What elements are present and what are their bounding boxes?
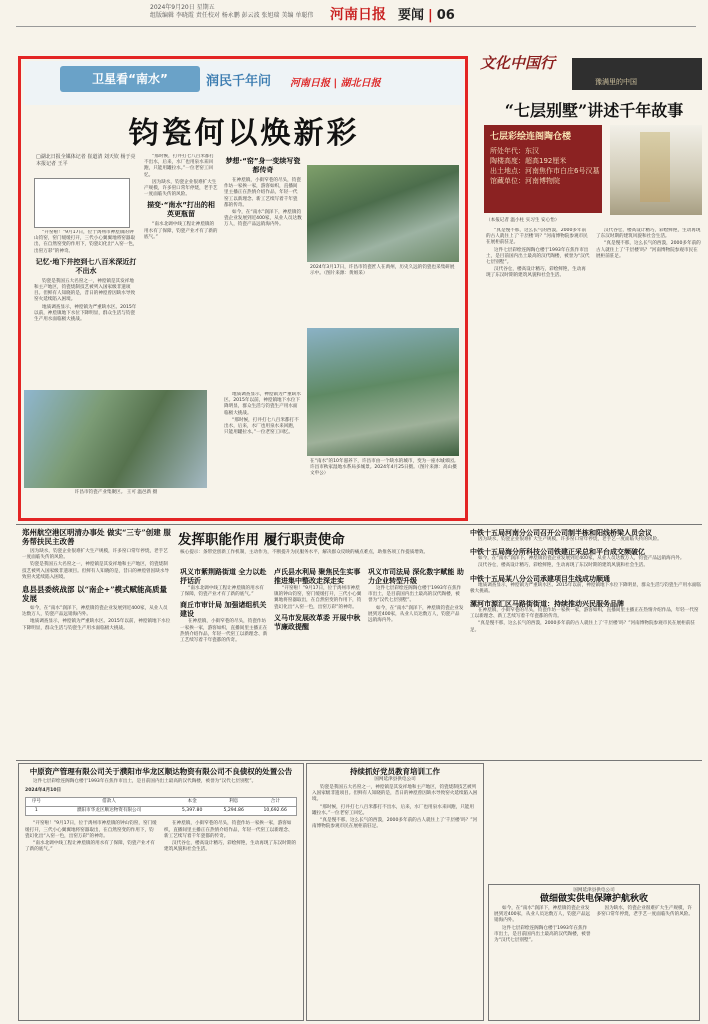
table-header-row <box>26 798 296 807</box>
paragraph: “那时候，打井打七八百米都打不出水，后来，水厂也用泉水来回跑，只能用罐拉水。”一位老窑工回忆。 <box>144 154 215 178</box>
lower-col1-headline1: 郑州航空港区明清办事处 做实“三专”创建 服务帮扶民主改善 <box>22 528 171 546</box>
table-header: 本金 <box>187 799 197 805</box>
artifact-line: 出土地点：河南焦作市白庄6号汉墓 <box>490 167 600 175</box>
paragraph: “真是慢不那，这么长气的西漠，2000多年前的古人就住上了‘千层楼’吗？”河南博物院参观市民在展柜前驻足。 <box>312 818 478 830</box>
table-cell: 濮阳市华龙区顺达物资有限公司 <box>76 808 142 814</box>
mid-col3 <box>368 568 464 758</box>
right-headline-4: 漯河市源汇区马路街街道：持续推动兴民服务品牌 <box>470 599 624 609</box>
mid-subhead-2: 商丘市审计局 加强诸组机关建设 <box>180 601 267 619</box>
lower-col1-headline2: 息县县委统战部 以“南企+”模式赋能高质量发展 <box>22 585 168 604</box>
paragraph: 汉代谷仓，楼高设计精巧，彩绘鲜艳，生动再现了东汉时期的建筑风貌和社会生活。 <box>596 228 701 240</box>
feature-headline: 钧瓷何以焕新彩 <box>128 116 360 151</box>
lower-right-col <box>470 528 702 878</box>
feature-col1 <box>34 230 138 388</box>
party-training-notice <box>306 763 484 1021</box>
section-name: 要闻 <box>398 8 425 23</box>
paragraph: 地质调查显示，神垕镇为严重缺水区。2015年以前，神垕镇地下水位下降明显，群众生活与钧瓷生产用水面临极大挑战。 <box>224 392 301 416</box>
table-cell: 5,397.80 <box>181 808 203 814</box>
table-header: 利息 <box>229 799 239 805</box>
page-number: 06 <box>436 8 455 23</box>
subhead-2: 描变·“南水”打出的相英更瓶留 <box>147 201 215 219</box>
paragraph: 地质调查显示，神垕镇为严重缺水区。2015年以前，神垕镇地下水位下降明显，群众生活与钧瓷生产用水面临极大挑战。 <box>470 582 702 594</box>
culture-logo-text: 文化中国行 <box>480 54 556 72</box>
paragraph: 在神垕镇，小街窄巷的尽头，钧瓷作坊一家挨一家，游客如织，直播间里主播正在热情介绍作品，年轻一代窑工以新理念、新工艺续写着千年瓷都的传奇。 <box>470 608 699 620</box>
paragraph: 钧瓷是我国五大名窑之一，神垕镇是其发祥地和主产地区，钧瓷烧制技艺被列入国家级非遗项目。但鲜有人知晓的是，昔日的神垕曾因缺水导致窑火延续陷入困境。 <box>22 562 170 580</box>
asset-notice-date: 2024年4月10日 <box>25 788 62 794</box>
table-header: 合计 <box>270 799 280 805</box>
artifact-line: 所处年代：东汉 <box>490 147 539 155</box>
mid-headline: 发挥职能作用 履行职责使命 <box>178 532 345 548</box>
feature-byline: □湖北日报全媒体记者 崔道清 刘天钦 杨于亮 本报记者 王平 <box>36 154 136 167</box>
paragraph: 在神垕镇，小街窄巷的尽头，钧瓷作坊一家挨一家，游客如织，直播间里主播正在热情介绍作品，年轻一代窑工以新理念、新工艺续写着千年瓷都的传奇。 <box>224 178 301 208</box>
pottery-tower-image <box>640 132 670 202</box>
paragraph: 汉代谷仓，楼高设计精巧，彩绘鲜艳，生动再现了东汉时期的建筑风貌和社会生活。 <box>478 563 648 569</box>
mid-intro: 核心提示：条带党创新工作机制，主动作为，不断提升为民服务水平，解决群众反映的痛点难点，助推各项工作提质增效。 <box>180 550 429 555</box>
paragraph: “真是慢不那，这么长气的西漠，2000多年前的古人就住上了‘千层楼’吗？”河南博物院参观市民在展柜前驻足。 <box>596 241 701 259</box>
party-training-org: 国网延津县供电公司 <box>374 777 416 782</box>
paragraph: 这件七层彩绘连阁陶仓楼于1993年在焦作市出土，是目前国内出土最高的汉代陶楼，被誉为“汉代七层别墅”。 <box>368 586 462 604</box>
banner-subtitle: 润民千年问 <box>206 74 272 89</box>
culture-col2 <box>596 228 702 518</box>
industry-park-caption: 许昌市钧瓷产业集聚区。 王可 温邑新 摄 <box>74 490 158 495</box>
issue-date: 2024年9月20日 星期五 <box>150 4 215 11</box>
paragraph: 地质调查显示，神垕镇为严重缺水区。2015年以前，神垕镇地下水位下降明显，群众生活与钧瓷生产用水面临极大挑战。 <box>22 619 171 631</box>
section-rule <box>16 524 702 525</box>
paragraph: 因为缺水，钧瓷企业很难扩大生产规模，许多窑口常年停烧，老手艺一度面临失传的风险。 <box>596 906 693 918</box>
asset-notice <box>18 763 304 1021</box>
banner-badge: 卫星看“南水” <box>60 66 200 92</box>
right-headline-3: 中铁十五局某八分公司承建项目生线成功顺通 <box>470 573 610 583</box>
paragraph: 如今，在“南水”润泽下，神垕镇钧瓷企业发展到近400家，从业人员达数万人，钧瓷产品远销海内外。 <box>494 906 591 924</box>
table-row <box>26 807 296 815</box>
table-cell: 5,294.86 <box>223 808 244 814</box>
paragraph: “南水北调中线工程让神垕镇的用水有了保障，钧瓷产业才有了新的底气。” <box>180 586 264 598</box>
paragraph: 这件七层彩绘连阁陶仓楼于1993年在焦作市出土，是目前国内出土最高的汉代陶楼，被誉为“汉代七层别墅”。 <box>33 779 257 784</box>
lower-col1 <box>22 528 172 758</box>
paragraph: “开窑啦！”9月17日，位于禹州市神垕镇的钟山钧窑，窑门缓缓打开，三代小心翼翼地将窑器取出，在自然窑变的作用下，钧瓷幻化出“入窑一色，出窑万彩”的神奇。 <box>25 821 157 839</box>
mid-subhead-3: 卢氏县水利局 聚焦民生实事 推进集中整改走深走实 <box>274 568 361 585</box>
feature-inset-table <box>34 178 130 228</box>
paragraph: 钧瓷是我国五大名窑之一，神垕镇是其发祥地和主产地区，钧瓷烧制技艺被列入国家级非遗项目。但鲜有人知晓的是，昔日的神垕曾因缺水导致窑火延续陷入困境。 <box>312 785 478 803</box>
right-headline-1: 中铁十五局河南分公司召开公司制半栋和阳线桥梁人员会议 <box>470 528 652 537</box>
mid-subhead-4: 巩义市司法局 深化数字赋能 助力企业转型升级 <box>368 568 464 585</box>
feature-col2 <box>144 154 218 386</box>
culture-col1 <box>486 228 590 518</box>
asset-notice-title: 中原资产管理有限公司关于濮阳市华龙区顺达物资有限公司不良债权的处置公告 <box>29 767 293 776</box>
paragraph: “南水北调中线工程让神垕镇的用水有了保障，钧瓷产业才有了新的底气。” <box>25 841 155 853</box>
culture-headline: “七层别墅”讲述千年故事 <box>504 101 684 120</box>
paragraph: 因为缺水，钧瓷企业很难扩大生产规模，许多窑口常年停烧，老手艺一度面临失传的风险。 <box>478 537 662 542</box>
paragraph: 钧瓷是我国五大名窑之一，神垕镇是其发祥地和主产地区，钧瓷烧制技艺被列入国家级非遗项目。但鲜有人知晓的是，昔日的神垕曾因缺水导致窑火延续陷入困境。 <box>34 278 136 303</box>
feature-col3 <box>224 154 302 386</box>
paragraph: 在神垕镇，小街窄巷的尽头，钧瓷作坊一家挨一家，游客如织，直播间里主播正在热情介绍作品，年轻一代窑工以新理念、新工艺续写着千年瓷都的传奇。 <box>164 821 293 839</box>
paragraph: “那时候，打井打七八百米都打不出水，后来，水厂也用泉水来回跑，只能用罐拉水。”一位老窑工回忆。 <box>224 417 299 436</box>
subhead-3: 梦想·“窑”身一变续写瓷都传奇 <box>225 157 301 174</box>
feature-col3-cont <box>224 392 302 514</box>
paragraph: “开窑啦！”9月17日，位于禹州市神垕镇的钟山钧窑，窑门缓缓打开，三代小心翼翼地将窑器取出，在自然窑变的作用下，钧瓷幻化出“入窑一色，出窑万彩”的神奇。 <box>34 230 138 254</box>
paragraph: 汉代谷仓，楼高设计精巧，彩绘鲜艳，生动再现了东汉时期的建筑风貌和社会生活。 <box>486 267 586 279</box>
party-training-title: 持续抓好党员教育培训工作 <box>350 767 440 776</box>
paragraph: “那时候，打井打七八百米都打不出水，后来，水厂也用泉水来回跑，只能用罐拉水。”一位老窑工回忆。 <box>312 804 474 816</box>
paragraph: 如今，在“南水”润泽下，神垕镇钧瓷企业发展到近400家，从业人员达数万人，钧瓷产品远销海内外。 <box>22 606 168 618</box>
kiln-photo <box>307 165 459 262</box>
wetland-photo-caption: 在“南水”的10年滋养下，许昌市由一个缺水的城市，变为一座水城郊园。许昌市秋家湿地水系局多城景。2024年4月25日摄。（图片来源：高山摄文申公） <box>310 459 459 476</box>
table-cell: 1 <box>34 808 38 814</box>
masthead-meta <box>150 4 430 20</box>
artifact-name: 七层彩绘连阁陶仓楼 <box>490 132 572 142</box>
paragraph: 这件七层彩绘连阁陶仓楼于1993年在焦作市出土，是目前国内出土最高的汉代陶楼，被誉为“汉代七层别墅”。 <box>494 925 591 944</box>
paragraph: 因为缺水，钧瓷企业很难扩大生产规模，许多窑口常年停烧，老手艺一度面临失传的风险。 <box>144 179 218 198</box>
artifact-card-text <box>490 132 600 186</box>
mid-col2 <box>274 568 362 758</box>
paper-logo: 河南日报 <box>330 7 386 23</box>
asset-notice-body <box>19 819 303 973</box>
paragraph: 汉代谷仓，楼高设计精巧，彩绘鲜艳，生动再现了东汉时期的建筑风貌和社会生活。 <box>164 841 297 853</box>
power-supply-org: 国网延津县供电公司 <box>573 888 615 893</box>
paragraph: 如今，在“南水”润泽下，神垕镇钧瓷企业发展到近400家，从业人员达数万人，钧瓷产品远销海内外。 <box>368 605 464 624</box>
paragraph: 地质调查显示，神垕镇为严重缺水区。2015年以前，神垕镇地下水位下降明显，群众生活与钧瓷生产用水面临极大挑战。 <box>34 304 137 323</box>
paragraph: “开窑啦！”9月17日，位于禹州市神垕镇的钟山钧窑，窑门缓缓打开，三代小心翼翼地将窑器取出，在自然窑变的作用下，钧瓷幻化出“入窑一色，出窑万彩”的神奇。 <box>274 586 362 610</box>
paragraph: 如今，在“南水”润泽下，神垕镇钧瓷企业发展到近400家，从业人员达数万人，钧瓷产品远销海内外。 <box>224 210 302 228</box>
table-header: 序号 <box>31 799 41 805</box>
paragraph: 如今，在“南水”润泽下，神垕镇钧瓷企业发展到近400家，从业人员达数万人，钧瓷产品远销海内外。 <box>478 556 685 562</box>
mid-subhead-5: 义马市发展改革委 开展中秋节廉政提醒 <box>274 613 361 631</box>
ads-rule <box>16 760 702 761</box>
wetland-photo <box>307 328 459 456</box>
industry-park-photo <box>24 390 207 488</box>
power-supply-notice <box>488 884 700 1021</box>
paragraph: 这件七层彩绘连阁陶仓楼于1993年在焦作市出土，是目前国内出土最高的汉代陶楼，被誉为“汉代七层别墅”。 <box>486 247 590 266</box>
culture-byline: （本报记者 温小柱 实习生 安心怡） <box>486 218 560 223</box>
banner-brand: 河南日报 | 湖北日报 <box>290 78 381 89</box>
paragraph: “南水北调中线工程让神垕镇的用水有了保障，钧瓷产业才有了新的底气。” <box>144 222 218 240</box>
right-headline-2: 中铁十五局海分所科技公司铁建正采总和平台成交频破亿 <box>470 547 645 557</box>
paragraph: “真是慢不那，这么长气的西漠，2000多年前的古人就住上了‘千层楼’吗？”河南博物院参观市民在展柜前驻足。 <box>470 621 695 633</box>
paragraph: 在神垕镇，小街窄巷的尽头，钧瓷作坊一家挨一家，游客如织，直播间里主播正在热情介绍作品，年轻一代窑工以新理念、新工艺续写着千年瓷都的传奇。 <box>180 619 268 644</box>
mid-col1 <box>180 568 268 758</box>
section-title: 要闻 | 06 <box>398 8 455 23</box>
culture-logo <box>480 52 570 92</box>
paragraph: 因为缺水，钧瓷企业很难扩大生产规模，许多窑口常年停烧，老手艺一度面临失传的风险。 <box>22 549 168 561</box>
asset-table <box>25 797 297 816</box>
table-header: 借款人 <box>102 799 116 805</box>
artifact-line: 陶楼高度：超高192厘米 <box>490 157 567 165</box>
subhead-1: 记忆·地下井控到七八百米深近打不出水 <box>35 257 137 275</box>
paragraph: “真是慢不那，这么长气的西漠，2000多年前的古人就住上了‘千层楼’吗？”河南博物院参观市民在展柜前驻足。 <box>486 228 588 246</box>
kiln-photo-caption: 2024年3月17日，许昌市钧瓷匠人在禹州，历史久远的钧瓷也采集研展示中。（图片来源：黄姐采） <box>310 265 455 276</box>
mid-subhead-1: 巩义市紫荆路街道 全力以赴抒话沂 <box>180 568 267 585</box>
table-cell: 10,692.66 <box>263 808 287 814</box>
editor-credits: 组版编辑 李晓霞 责任校对 杨永鹏 彭云波 张旭瑞 美编 单聪伟 <box>150 12 314 19</box>
artifact-line: 馆藏单位：河南博物院 <box>490 177 560 185</box>
power-supply-title: 做细做实供电保障护航秋收 <box>539 894 648 904</box>
culture-strip <box>572 58 702 90</box>
culture-strip-text: 豫满里的中国 <box>595 78 637 86</box>
header-rule <box>16 26 696 27</box>
